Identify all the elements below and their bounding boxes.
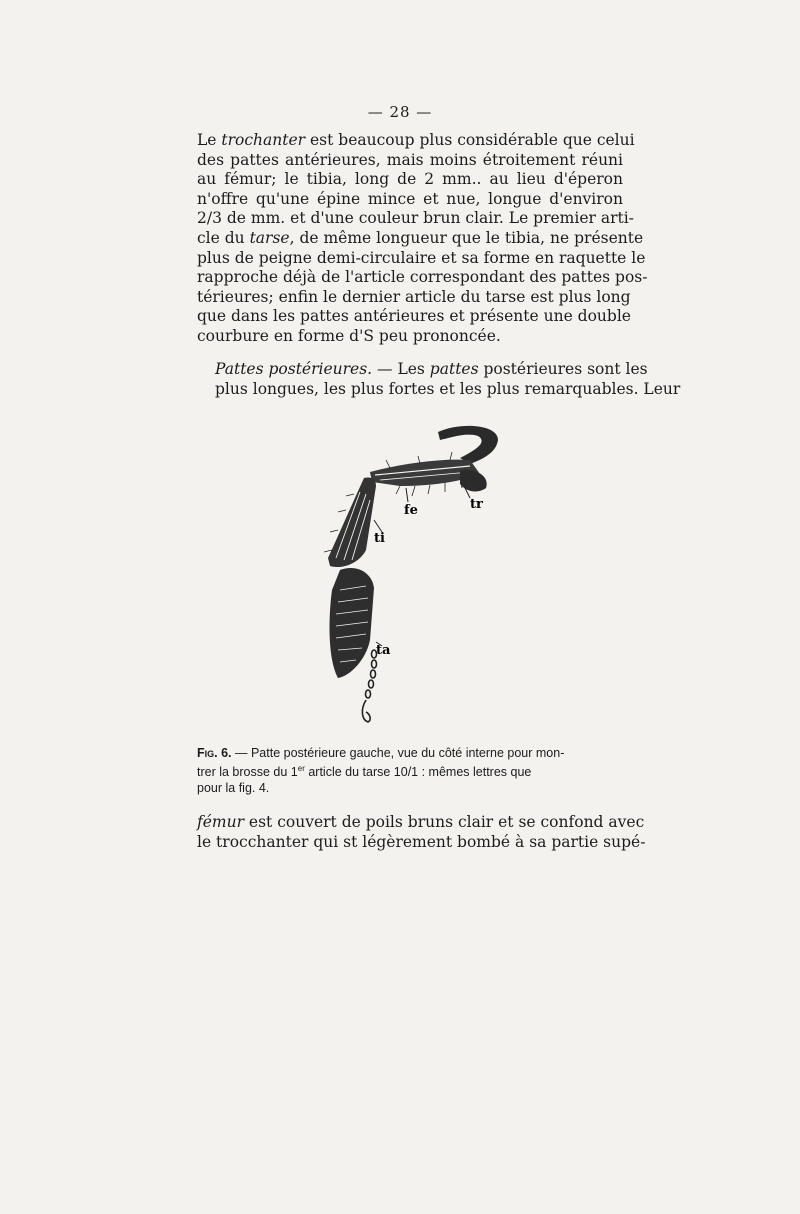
paragraph-posterior-legs	[197, 360, 681, 399]
text-line: térieures; enfin le dernier article du tarse est plus long	[197, 287, 631, 306]
page-number: — 28 —	[367, 103, 433, 121]
paragraph-femur	[197, 813, 646, 852]
trochanter-segment	[460, 470, 487, 492]
tarsus-brush-segment	[330, 568, 374, 678]
text-line: au fémur; le tibia, long de 2 mm.. au lieu d'éperon	[197, 170, 623, 189]
text-line: le trocchanter qui st légèrement bombé à sa partie supé-	[197, 832, 646, 851]
caption-line: Fig. 6. — Patte postérieure gauche, vue du côté interne pour mon-	[197, 746, 565, 760]
text-line: cle du tarse, de même longueur que le tibia, ne présente	[197, 228, 644, 247]
paragraph-anterior-legs	[197, 131, 648, 347]
caption-line: trer la brosse du 1er article du tarse 10/1 : mêmes lettres que	[197, 764, 532, 780]
tarsal-chain	[362, 650, 376, 722]
label-tarsus: ta	[376, 643, 391, 658]
label-tibia: ti	[374, 531, 385, 546]
text-line: Pattes postérieures. — Les pattes postérieures sont les	[215, 360, 648, 378]
text-line: rapproche déjà de l'article correspondant des pattes pos-	[197, 268, 648, 287]
label-trochanter: tr	[470, 497, 483, 512]
label-leaders	[374, 486, 470, 646]
text-line: n'offre qu'une épine mince et nue, longue d'environ	[197, 189, 623, 208]
text-line: plus longues, les plus fortes et les plus remarquables. Leur	[215, 379, 681, 398]
tarsus-tip	[438, 426, 498, 464]
figure-label: Fig. 6.	[197, 746, 232, 760]
label-femur: fe	[404, 503, 418, 518]
tibia-segment	[324, 477, 376, 567]
text-line: courbure en forme d'S peu prononcée.	[197, 326, 501, 345]
text-line: des pattes antérieures, mais moins étroitement réuni	[197, 150, 623, 169]
section-heading: Pattes postérieures.	[215, 360, 373, 378]
caption-line: pour la fig. 4.	[197, 781, 270, 796]
text-line: 2/3 de mm. et d'une couleur brun clair. Le premier arti-	[197, 209, 634, 228]
figure-caption	[197, 745, 623, 796]
text-line: que dans les pattes antérieures et présente une double	[197, 307, 631, 326]
text-line: plus de peigne demi-circulaire et sa forme en raquette le	[197, 248, 646, 267]
leg-illustration	[320, 420, 510, 730]
text-line: fémur est couvert de poils bruns clair et se confond avec	[197, 813, 645, 831]
text-line: Le trochanter est beaucoup plus considérable que celui	[197, 131, 635, 149]
